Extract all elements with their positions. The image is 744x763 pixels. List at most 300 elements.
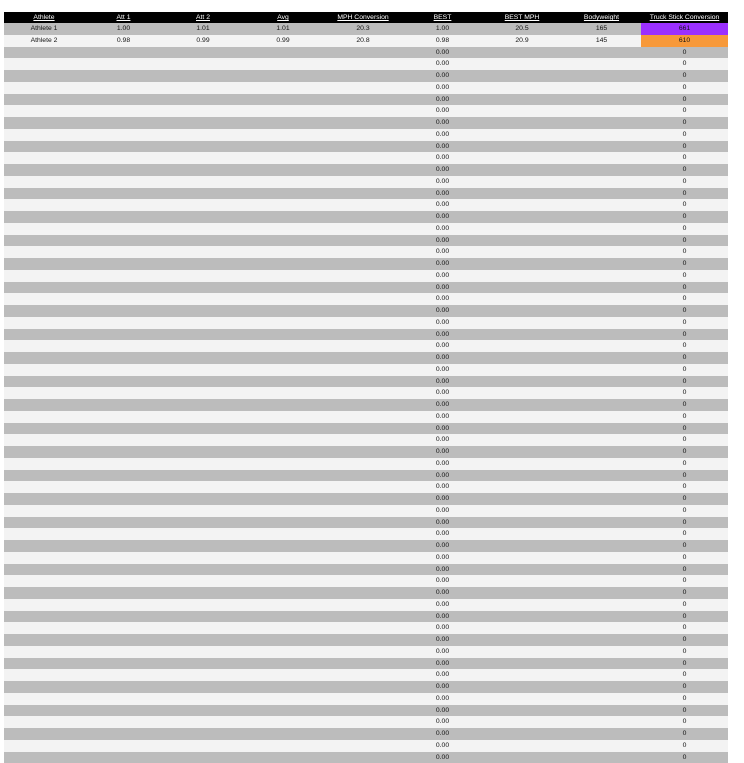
cell-avg[interactable] [243, 517, 323, 529]
cell-bodyweight[interactable] [562, 740, 641, 752]
cell-mph-conversion[interactable] [323, 223, 403, 235]
cell-att-1[interactable] [84, 411, 163, 423]
cell-att-2[interactable] [163, 740, 243, 752]
cell-mph-conversion[interactable] [323, 517, 403, 529]
header-att-1[interactable]: Att 1 [84, 12, 163, 23]
cell-att-2[interactable] [163, 564, 243, 576]
cell-athlete[interactable] [4, 540, 84, 552]
cell-mph-conversion[interactable] [323, 752, 403, 763]
cell-bodyweight[interactable] [562, 164, 641, 176]
cell-best-mph[interactable] [482, 658, 562, 670]
cell-truck-stick[interactable]: 0 [641, 105, 728, 117]
cell-bodyweight[interactable] [562, 622, 641, 634]
cell-mph-conversion[interactable] [323, 505, 403, 517]
cell-att-1[interactable] [84, 575, 163, 587]
cell-bodyweight[interactable] [562, 481, 641, 493]
cell-att-1[interactable] [84, 105, 163, 117]
cell-bodyweight[interactable] [562, 399, 641, 411]
cell-bodyweight[interactable] [562, 681, 641, 693]
cell-bodyweight[interactable] [562, 364, 641, 376]
cell-best[interactable]: 0.00 [403, 470, 482, 482]
cell-best-mph[interactable] [482, 740, 562, 752]
cell-att-2[interactable] [163, 481, 243, 493]
cell-att-2[interactable] [163, 458, 243, 470]
cell-athlete[interactable] [4, 446, 84, 458]
cell-att-1[interactable] [84, 716, 163, 728]
cell-truck-stick[interactable]: 0 [641, 176, 728, 188]
cell-avg[interactable] [243, 611, 323, 623]
cell-avg[interactable] [243, 411, 323, 423]
cell-att-2[interactable] [163, 646, 243, 658]
cell-truck-stick[interactable]: 0 [641, 669, 728, 681]
cell-avg[interactable] [243, 176, 323, 188]
cell-bodyweight[interactable] [562, 152, 641, 164]
cell-avg[interactable] [243, 564, 323, 576]
cell-best-mph[interactable] [482, 258, 562, 270]
cell-best[interactable]: 0.00 [403, 693, 482, 705]
cell-mph-conversion[interactable] [323, 105, 403, 117]
cell-best[interactable]: 0.00 [403, 658, 482, 670]
cell-best[interactable]: 0.00 [403, 622, 482, 634]
cell-athlete[interactable] [4, 387, 84, 399]
cell-bodyweight[interactable] [562, 693, 641, 705]
cell-best-mph[interactable] [482, 693, 562, 705]
cell-best-mph[interactable] [482, 517, 562, 529]
header-mph-conversion[interactable]: MPH Conversion [323, 12, 403, 23]
cell-best-mph[interactable] [482, 293, 562, 305]
cell-truck-stick[interactable]: 0 [641, 505, 728, 517]
cell-avg[interactable] [243, 235, 323, 247]
cell-att-2[interactable] [163, 599, 243, 611]
cell-avg[interactable] [243, 681, 323, 693]
cell-mph-conversion[interactable] [323, 705, 403, 717]
cell-avg[interactable] [243, 387, 323, 399]
cell-truck-stick[interactable]: 0 [641, 282, 728, 294]
cell-athlete[interactable] [4, 505, 84, 517]
cell-best[interactable]: 0.00 [403, 493, 482, 505]
cell-truck-stick[interactable]: 0 [641, 470, 728, 482]
cell-best[interactable]: 0.00 [403, 446, 482, 458]
cell-best[interactable]: 0.00 [403, 82, 482, 94]
cell-best-mph[interactable] [482, 434, 562, 446]
cell-mph-conversion[interactable] [323, 211, 403, 223]
cell-att-2[interactable]: 1.01 [163, 23, 243, 35]
cell-athlete[interactable] [4, 599, 84, 611]
cell-att-2[interactable] [163, 340, 243, 352]
cell-avg[interactable] [243, 117, 323, 129]
cell-bodyweight[interactable] [562, 446, 641, 458]
cell-avg[interactable] [243, 329, 323, 341]
cell-athlete[interactable] [4, 634, 84, 646]
cell-best[interactable]: 0.00 [403, 340, 482, 352]
cell-best-mph[interactable] [482, 340, 562, 352]
cell-att-2[interactable] [163, 622, 243, 634]
cell-att-2[interactable] [163, 270, 243, 282]
cell-mph-conversion[interactable] [323, 716, 403, 728]
cell-athlete[interactable] [4, 716, 84, 728]
cell-truck-stick[interactable]: 0 [641, 82, 728, 94]
cell-mph-conversion[interactable] [323, 317, 403, 329]
cell-athlete[interactable] [4, 152, 84, 164]
cell-best-mph[interactable] [482, 728, 562, 740]
cell-att-2[interactable] [163, 728, 243, 740]
cell-truck-stick[interactable]: 0 [641, 693, 728, 705]
cell-athlete[interactable] [4, 740, 84, 752]
cell-best-mph[interactable] [482, 94, 562, 106]
cell-avg[interactable] [243, 705, 323, 717]
cell-att-1[interactable] [84, 199, 163, 211]
cell-athlete[interactable] [4, 235, 84, 247]
cell-avg[interactable] [243, 105, 323, 117]
cell-mph-conversion[interactable] [323, 305, 403, 317]
cell-bodyweight[interactable] [562, 728, 641, 740]
cell-att-2[interactable] [163, 246, 243, 258]
cell-avg[interactable] [243, 94, 323, 106]
cell-att-2[interactable] [163, 94, 243, 106]
cell-bodyweight[interactable] [562, 340, 641, 352]
cell-athlete[interactable] [4, 340, 84, 352]
cell-mph-conversion[interactable] [323, 423, 403, 435]
cell-athlete[interactable] [4, 458, 84, 470]
cell-best[interactable]: 0.00 [403, 399, 482, 411]
cell-avg[interactable] [243, 352, 323, 364]
cell-att-2[interactable] [163, 693, 243, 705]
cell-truck-stick[interactable]: 0 [641, 528, 728, 540]
cell-mph-conversion[interactable] [323, 235, 403, 247]
cell-best[interactable]: 0.00 [403, 270, 482, 282]
cell-best[interactable]: 0.00 [403, 528, 482, 540]
cell-best-mph[interactable] [482, 599, 562, 611]
cell-best-mph[interactable] [482, 352, 562, 364]
cell-avg[interactable] [243, 82, 323, 94]
cell-truck-stick[interactable]: 610 [641, 35, 728, 47]
cell-best[interactable]: 0.00 [403, 117, 482, 129]
cell-avg[interactable] [243, 70, 323, 82]
cell-athlete[interactable] [4, 587, 84, 599]
cell-truck-stick[interactable]: 0 [641, 387, 728, 399]
cell-att-2[interactable] [163, 199, 243, 211]
cell-best[interactable]: 0.00 [403, 141, 482, 153]
cell-best[interactable]: 0.00 [403, 152, 482, 164]
cell-best-mph[interactable] [482, 540, 562, 552]
cell-mph-conversion[interactable] [323, 176, 403, 188]
cell-mph-conversion[interactable] [323, 58, 403, 70]
cell-att-1[interactable] [84, 423, 163, 435]
cell-truck-stick[interactable]: 0 [641, 622, 728, 634]
cell-mph-conversion[interactable] [323, 528, 403, 540]
cell-att-2[interactable] [163, 681, 243, 693]
cell-avg[interactable] [243, 270, 323, 282]
cell-avg[interactable] [243, 599, 323, 611]
cell-att-2[interactable] [163, 258, 243, 270]
cell-avg[interactable] [243, 505, 323, 517]
cell-truck-stick[interactable]: 0 [641, 740, 728, 752]
cell-bodyweight[interactable] [562, 434, 641, 446]
cell-best[interactable]: 0.00 [403, 47, 482, 59]
cell-athlete[interactable] [4, 129, 84, 141]
cell-att-1[interactable] [84, 399, 163, 411]
cell-att-1[interactable] [84, 528, 163, 540]
cell-avg[interactable] [243, 376, 323, 388]
cell-bodyweight[interactable] [562, 552, 641, 564]
cell-mph-conversion[interactable] [323, 199, 403, 211]
cell-bodyweight[interactable] [562, 376, 641, 388]
cell-best[interactable]: 0.00 [403, 434, 482, 446]
cell-bodyweight[interactable] [562, 141, 641, 153]
cell-athlete[interactable] [4, 188, 84, 200]
cell-att-1[interactable] [84, 211, 163, 223]
cell-att-1[interactable] [84, 141, 163, 153]
cell-avg[interactable] [243, 188, 323, 200]
cell-att-2[interactable] [163, 141, 243, 153]
cell-att-1[interactable] [84, 340, 163, 352]
cell-best[interactable]: 0.00 [403, 517, 482, 529]
cell-att-1[interactable] [84, 258, 163, 270]
cell-bodyweight[interactable] [562, 564, 641, 576]
cell-athlete[interactable] [4, 669, 84, 681]
cell-mph-conversion[interactable] [323, 564, 403, 576]
cell-att-2[interactable] [163, 611, 243, 623]
cell-mph-conversion[interactable] [323, 282, 403, 294]
cell-athlete[interactable]: Athlete 1 [4, 23, 84, 35]
cell-athlete[interactable] [4, 681, 84, 693]
cell-att-2[interactable] [163, 446, 243, 458]
cell-att-1[interactable] [84, 493, 163, 505]
cell-athlete[interactable] [4, 305, 84, 317]
cell-athlete[interactable] [4, 258, 84, 270]
cell-athlete[interactable] [4, 517, 84, 529]
cell-athlete[interactable] [4, 399, 84, 411]
cell-avg[interactable] [243, 423, 323, 435]
cell-best-mph[interactable] [482, 505, 562, 517]
cell-truck-stick[interactable]: 0 [641, 94, 728, 106]
cell-mph-conversion[interactable] [323, 728, 403, 740]
cell-att-1[interactable] [84, 470, 163, 482]
cell-avg[interactable] [243, 364, 323, 376]
cell-att-2[interactable] [163, 575, 243, 587]
cell-athlete[interactable] [4, 552, 84, 564]
cell-best-mph[interactable] [482, 587, 562, 599]
cell-att-1[interactable] [84, 364, 163, 376]
cell-athlete[interactable] [4, 376, 84, 388]
header-best[interactable]: BEST [403, 12, 482, 23]
cell-bodyweight[interactable] [562, 117, 641, 129]
cell-att-1[interactable] [84, 235, 163, 247]
cell-mph-conversion[interactable] [323, 270, 403, 282]
cell-bodyweight[interactable] [562, 258, 641, 270]
cell-best[interactable]: 0.00 [403, 411, 482, 423]
cell-truck-stick[interactable]: 0 [641, 493, 728, 505]
cell-bodyweight[interactable] [562, 599, 641, 611]
cell-best[interactable]: 0.00 [403, 599, 482, 611]
cell-mph-conversion[interactable] [323, 293, 403, 305]
cell-best-mph[interactable] [482, 564, 562, 576]
cell-truck-stick[interactable]: 0 [641, 481, 728, 493]
cell-truck-stick[interactable]: 0 [641, 752, 728, 763]
cell-truck-stick[interactable]: 0 [641, 58, 728, 70]
cell-mph-conversion[interactable] [323, 481, 403, 493]
cell-avg[interactable] [243, 211, 323, 223]
cell-bodyweight[interactable] [562, 458, 641, 470]
cell-best-mph[interactable] [482, 752, 562, 763]
cell-att-1[interactable] [84, 552, 163, 564]
cell-best[interactable]: 0.00 [403, 105, 482, 117]
cell-att-2[interactable] [163, 293, 243, 305]
cell-avg[interactable] [243, 493, 323, 505]
cell-best-mph[interactable] [482, 575, 562, 587]
cell-bodyweight[interactable] [562, 82, 641, 94]
cell-att-1[interactable] [84, 669, 163, 681]
cell-bodyweight[interactable] [562, 47, 641, 59]
cell-athlete[interactable] [4, 293, 84, 305]
cell-athlete[interactable] [4, 481, 84, 493]
cell-best-mph[interactable] [482, 47, 562, 59]
cell-att-1[interactable] [84, 329, 163, 341]
cell-mph-conversion[interactable] [323, 470, 403, 482]
cell-mph-conversion[interactable] [323, 376, 403, 388]
cell-best[interactable]: 0.00 [403, 540, 482, 552]
cell-best[interactable]: 0.00 [403, 188, 482, 200]
cell-truck-stick[interactable]: 0 [641, 258, 728, 270]
cell-avg[interactable] [243, 399, 323, 411]
cell-best[interactable]: 0.00 [403, 634, 482, 646]
cell-att-2[interactable] [163, 716, 243, 728]
cell-mph-conversion[interactable] [323, 141, 403, 153]
cell-att-1[interactable] [84, 564, 163, 576]
cell-best-mph[interactable] [482, 493, 562, 505]
cell-best-mph[interactable] [482, 399, 562, 411]
cell-best[interactable]: 1.00 [403, 23, 482, 35]
cell-best[interactable]: 0.00 [403, 575, 482, 587]
cell-mph-conversion[interactable] [323, 47, 403, 59]
cell-athlete[interactable] [4, 270, 84, 282]
cell-att-1[interactable] [84, 376, 163, 388]
cell-best-mph[interactable] [482, 129, 562, 141]
cell-avg[interactable] [243, 693, 323, 705]
cell-att-1[interactable] [84, 458, 163, 470]
cell-att-1[interactable] [84, 752, 163, 763]
cell-best[interactable]: 0.00 [403, 305, 482, 317]
cell-mph-conversion[interactable] [323, 575, 403, 587]
cell-att-2[interactable] [163, 152, 243, 164]
cell-athlete[interactable] [4, 564, 84, 576]
cell-truck-stick[interactable]: 0 [641, 434, 728, 446]
cell-best-mph[interactable] [482, 669, 562, 681]
cell-avg[interactable] [243, 728, 323, 740]
cell-att-1[interactable]: 1.00 [84, 23, 163, 35]
cell-athlete[interactable] [4, 329, 84, 341]
cell-best[interactable]: 0.00 [403, 94, 482, 106]
cell-bodyweight[interactable] [562, 58, 641, 70]
cell-bodyweight[interactable] [562, 493, 641, 505]
cell-avg[interactable] [243, 622, 323, 634]
cell-best[interactable]: 0.00 [403, 199, 482, 211]
cell-mph-conversion[interactable] [323, 94, 403, 106]
cell-avg[interactable]: 0.99 [243, 35, 323, 47]
cell-att-1[interactable] [84, 270, 163, 282]
cell-truck-stick[interactable]: 0 [641, 446, 728, 458]
cell-best-mph[interactable] [482, 552, 562, 564]
cell-best[interactable]: 0.00 [403, 176, 482, 188]
cell-mph-conversion[interactable] [323, 188, 403, 200]
cell-bodyweight[interactable] [562, 270, 641, 282]
cell-att-2[interactable] [163, 669, 243, 681]
cell-best[interactable]: 0.00 [403, 352, 482, 364]
cell-best-mph[interactable] [482, 211, 562, 223]
cell-att-1[interactable] [84, 58, 163, 70]
cell-best[interactable]: 0.00 [403, 293, 482, 305]
cell-att-2[interactable] [163, 528, 243, 540]
cell-mph-conversion[interactable] [323, 458, 403, 470]
cell-avg[interactable] [243, 223, 323, 235]
cell-mph-conversion[interactable] [323, 693, 403, 705]
cell-att-1[interactable] [84, 293, 163, 305]
cell-best[interactable]: 0.00 [403, 223, 482, 235]
cell-truck-stick[interactable]: 0 [641, 458, 728, 470]
cell-att-1[interactable] [84, 693, 163, 705]
cell-att-2[interactable] [163, 211, 243, 223]
cell-att-1[interactable] [84, 305, 163, 317]
cell-best[interactable]: 0.00 [403, 681, 482, 693]
cell-att-1[interactable] [84, 634, 163, 646]
cell-best[interactable]: 0.00 [403, 646, 482, 658]
cell-athlete[interactable] [4, 199, 84, 211]
cell-mph-conversion[interactable] [323, 399, 403, 411]
cell-att-2[interactable] [163, 434, 243, 446]
cell-att-2[interactable] [163, 305, 243, 317]
cell-best-mph[interactable] [482, 82, 562, 94]
cell-best-mph[interactable] [482, 58, 562, 70]
cell-avg[interactable] [243, 552, 323, 564]
cell-best[interactable]: 0.00 [403, 552, 482, 564]
cell-att-2[interactable] [163, 70, 243, 82]
cell-bodyweight[interactable]: 165 [562, 23, 641, 35]
cell-best[interactable]: 0.00 [403, 716, 482, 728]
cell-att-1[interactable] [84, 129, 163, 141]
cell-mph-conversion[interactable] [323, 587, 403, 599]
cell-truck-stick[interactable]: 661 [641, 23, 728, 35]
cell-mph-conversion[interactable] [323, 552, 403, 564]
cell-best-mph[interactable] [482, 282, 562, 294]
cell-truck-stick[interactable]: 0 [641, 317, 728, 329]
cell-mph-conversion[interactable] [323, 622, 403, 634]
cell-truck-stick[interactable]: 0 [641, 117, 728, 129]
cell-bodyweight[interactable] [562, 94, 641, 106]
cell-best[interactable]: 0.00 [403, 329, 482, 341]
cell-att-1[interactable] [84, 505, 163, 517]
cell-avg[interactable] [243, 587, 323, 599]
cell-mph-conversion[interactable] [323, 434, 403, 446]
cell-best[interactable]: 0.00 [403, 387, 482, 399]
cell-att-2[interactable] [163, 658, 243, 670]
cell-best-mph[interactable] [482, 235, 562, 247]
cell-att-2[interactable] [163, 411, 243, 423]
cell-truck-stick[interactable]: 0 [641, 129, 728, 141]
cell-avg[interactable]: 1.01 [243, 23, 323, 35]
cell-att-2[interactable] [163, 587, 243, 599]
cell-att-2[interactable] [163, 493, 243, 505]
cell-bodyweight[interactable] [562, 211, 641, 223]
cell-avg[interactable] [243, 575, 323, 587]
cell-bodyweight[interactable] [562, 293, 641, 305]
cell-best-mph[interactable] [482, 164, 562, 176]
cell-best-mph[interactable] [482, 458, 562, 470]
cell-bodyweight[interactable]: 145 [562, 35, 641, 47]
cell-att-1[interactable] [84, 517, 163, 529]
cell-att-2[interactable] [163, 235, 243, 247]
cell-mph-conversion[interactable]: 20.8 [323, 35, 403, 47]
cell-bodyweight[interactable] [562, 411, 641, 423]
